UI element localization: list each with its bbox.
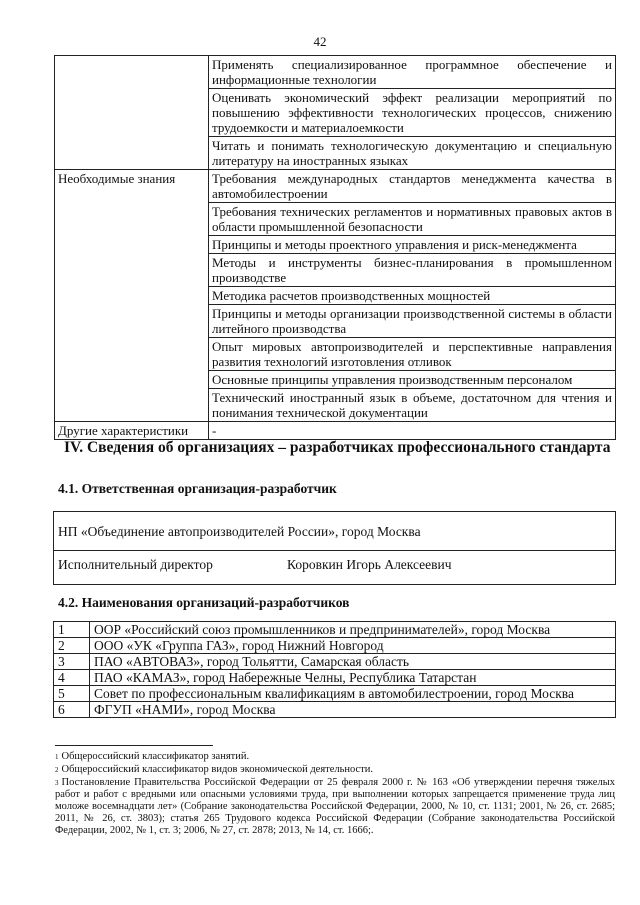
table-row	[54, 686, 616, 702]
divider	[54, 550, 615, 551]
other-value: -	[209, 422, 616, 440]
knowledge-item: Технический иностранный язык в объеме, достаточном для чтения и понимания технической документации	[209, 389, 616, 422]
responsible-role: Исполнительный директор	[58, 557, 213, 572]
org-name: ПАО «КАМАЗ», город Набережные Челны, Республика Татарстан	[90, 670, 616, 686]
knowledge-item: Методика расчетов производственных мощностей	[209, 287, 616, 305]
other-label: Другие характеристики	[55, 422, 209, 440]
row-number: 2	[54, 638, 90, 654]
org-name: ФГУП «НАМИ», город Москва	[90, 702, 616, 718]
footnote	[55, 751, 615, 763]
table-row	[54, 638, 616, 654]
knowledge-item: Опыт мировых автопроизводителей и перспективные направления развития технологий изготовления отливок	[209, 338, 616, 371]
responsible-org-box	[53, 511, 616, 585]
footnote-mark: 1	[55, 753, 59, 761]
skill-item: Оценивать экономический эффект реализации мероприятий по повышению эффективности технологических процессов, снижению трудоемкости и материалоемкости	[209, 89, 616, 137]
skills-label-cell	[55, 56, 209, 170]
table-row	[55, 170, 616, 203]
footnote-mark: 2	[55, 766, 59, 774]
org-name: ООО «УК «Группа ГАЗ», город Нижний Новгород	[90, 638, 616, 654]
org-name: Совет по профессиональным квалификациям в автомобилестроении, город Москва	[90, 686, 616, 702]
table-row	[54, 654, 616, 670]
responsible-org-name: НП «Объединение автопроизводителей России», город Москва	[58, 524, 421, 539]
knowledge-item: Принципы и методы организации производственной системы в области литейного производства	[209, 305, 616, 338]
org-name: ПАО «АВТОВАЗ», город Тольятти, Самарская область	[90, 654, 616, 670]
row-number: 4	[54, 670, 90, 686]
skill-item: Читать и понимать технологическую документацию и специальную литературу на иностранных языках	[209, 137, 616, 170]
requirements-table	[54, 55, 616, 440]
footnote-text: Постановление Правительства Российской Федерации от 25 февраля 2000 г. № 163 «Об утверждении перечня тяжелых работ и работ с вредными или опасными условиями труда, при выполнении которых запрещается применение труда лиц моложе восемнадцати лет» (Собрание законодательства Российской Федерации, 2000, № 10, ст. 1131; 2001, № 26, ст. 2685; 2011, № 26, ст. 3803); статья 265 Трудового кодекса Российской Федерации (Собрание законодательства Российской Федерации, 2002, № 1, ст. 3; 2006, № 27, ст. 2878; 2013, № 14, ст. 1666;.	[55, 777, 615, 836]
developers-heading: 4.2. Наименования организаций-разработчиков	[58, 595, 350, 610]
section-title: IV. Сведения об организациях – разработчиках профессионального стандарта	[64, 439, 611, 456]
row-number: 5	[54, 686, 90, 702]
footnote	[55, 777, 615, 837]
row-number: 6	[54, 702, 90, 718]
page-number: 42	[313, 34, 327, 49]
skill-item: Применять специализированное программное обеспечение и информационные технологии	[209, 56, 616, 89]
developers-table	[53, 621, 616, 718]
table-row	[54, 622, 616, 638]
footnote-separator	[55, 745, 213, 746]
knowledge-item: Основные принципы управления производственным персоналом	[209, 371, 616, 389]
row-number: 1	[54, 622, 90, 638]
footnote	[55, 764, 615, 776]
table-row	[54, 702, 616, 718]
table-row	[54, 670, 616, 686]
knowledge-item: Методы и инструменты бизнес-планирования в промышленном производстве	[209, 254, 616, 287]
footnote-text: Общероссийский классификатор видов экономической деятельности.	[61, 764, 374, 775]
org-name: ООР «Российский союз промышленников и предпринимателей», город Москва	[90, 622, 616, 638]
footnote-text: Общероссийский классификатор занятий.	[61, 751, 250, 762]
responsible-person: Коровкин Игорь Алексеевич	[287, 557, 452, 572]
footnote-mark: 3	[55, 779, 59, 787]
knowledge-label: Необходимые знания	[55, 170, 209, 422]
row-number: 3	[54, 654, 90, 670]
table-row	[55, 56, 616, 89]
responsible-org-heading: 4.1. Ответственная организация-разработчик	[58, 481, 337, 496]
table-row	[55, 422, 616, 440]
knowledge-item: Требования международных стандартов менеджмента качества в автомобилестроении	[209, 170, 616, 203]
knowledge-item: Принципы и методы проектного управления и риск-менеджмента	[209, 236, 616, 254]
knowledge-item: Требования технических регламентов и нормативных правовых актов в области промышленной безопасности	[209, 203, 616, 236]
